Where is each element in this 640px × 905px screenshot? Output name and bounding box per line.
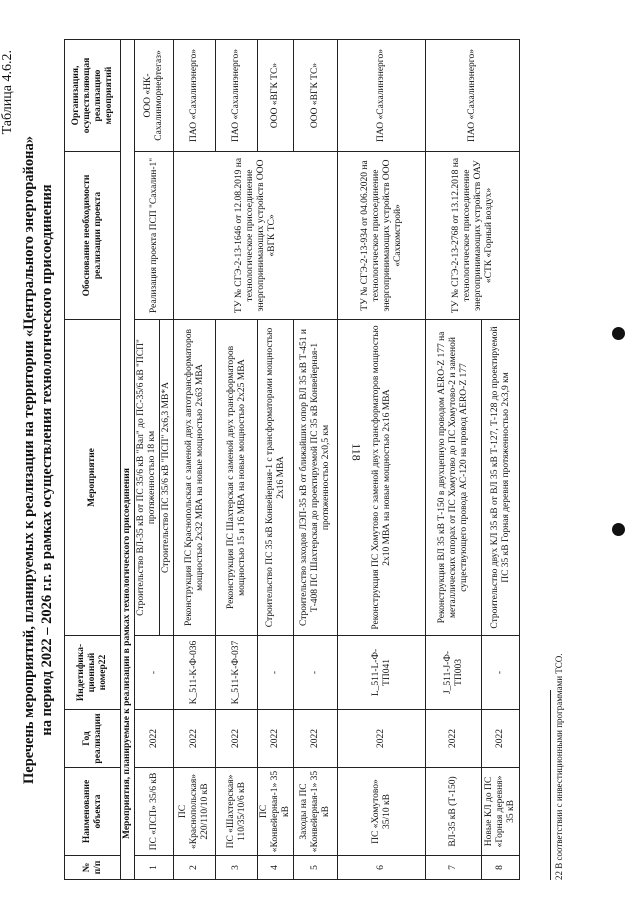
year: 2022 bbox=[338, 710, 426, 768]
measure-text: Строительство двух КЛ 35 кВ от ВЛ 35 кВ Т-127, Т-128 до проектируемой ПС 35 кВ Горная деревня протяженностью 2х3,9 км bbox=[482, 320, 520, 636]
year: 2022 bbox=[216, 710, 258, 768]
measure-text: Реконструкция ПС Краснопольская с заменой двух автотрансформаторов мощностью 2х32 МВА на новые мощностью 2х63 МВА bbox=[174, 320, 216, 636]
organization: ПАО «Сахалинэнерго» bbox=[338, 40, 426, 152]
object-name: ПС «Хомутово» 35/10 кВ bbox=[338, 768, 426, 856]
footnote bbox=[550, 40, 564, 880]
row-number: 5 bbox=[294, 856, 338, 880]
table-row bbox=[426, 40, 482, 880]
column-header-id: Индетифика-ционный номер22 bbox=[65, 636, 121, 710]
organization: ООО «ВГК ТС» bbox=[294, 40, 338, 152]
page-number: 118 bbox=[349, 443, 364, 461]
measure-text: Строительство ВЛ-35 кВ от ПС 35/6 кВ "Вал" до ПС-35/6 кВ "ПСП" протяженностью 18 км bbox=[135, 320, 160, 636]
row-number: 3 bbox=[216, 856, 258, 880]
basis-text: ТУ № СГЭ-2-13-1646 от 12.08.2019 на технологическое присоединение энергопринимающих устройств ООО «ВГК ТС» bbox=[174, 152, 338, 320]
measure-text: Строительство ПС 35/6 кВ "ПСП" 2х6,3 МВ*А bbox=[160, 320, 174, 636]
organization: ООО «ВГК ТС» bbox=[258, 40, 294, 152]
year: 2022 bbox=[174, 710, 216, 768]
table-header-row bbox=[65, 40, 121, 880]
identification-number: K_511-K-Ф-037 bbox=[216, 636, 258, 710]
row-number: 4 bbox=[258, 856, 294, 880]
object-name: Новые КЛ до ПС «Горная деревня» 35 кВ bbox=[482, 768, 520, 856]
row-number: 7 bbox=[426, 856, 482, 880]
section-title: Мероприятия, планируемые к реализации в рамках технологического присоединения bbox=[121, 40, 135, 880]
row-number: 8 bbox=[482, 856, 520, 880]
document-heading bbox=[20, 40, 56, 880]
object-name: ПС «Шахтерская» 110/35/10/6 кВ bbox=[216, 768, 258, 856]
table-row bbox=[174, 40, 216, 880]
footnote-text: 22 В соответствии с инвестиционными программами ТСО. bbox=[554, 653, 564, 880]
identification-number: - bbox=[294, 636, 338, 710]
organization: ООО «НК-Сахалинморнефтегаз» bbox=[135, 40, 174, 152]
basis-text: ТУ № СГЭ-2-13-934 от 04.06.2020 на технологическое присоединение энергопринимающих устройств ООО «Сахкомстрой» bbox=[338, 152, 426, 320]
object-name: ПС «ПСП» 35/6 кВ bbox=[135, 768, 174, 856]
year: 2022 bbox=[482, 710, 520, 768]
measure-text: Строительство ПС 35 кВ Конвейерная-1 с трансформаторами мощностью 2х16 МВА bbox=[258, 320, 294, 636]
heading-line-2: на период 2022 – 2026 г.г. в рамках осуществления технологического присоединения bbox=[39, 184, 55, 736]
identification-number: L_511-L-Ф-ТП041 bbox=[338, 636, 426, 710]
year: 2022 bbox=[258, 710, 294, 768]
year: 2022 bbox=[426, 710, 482, 768]
column-header-basis: Обоснование необходимости реализации проекта bbox=[65, 152, 121, 320]
organization: ПАО «Сахалинэнерго» bbox=[216, 40, 258, 152]
column-header-year: Год реализации bbox=[65, 710, 121, 768]
column-header-object: Наименование объекта bbox=[65, 768, 121, 856]
basis-text: ТУ № СГЭ-2-13-2768 от 13.12.2018 на технологическое присоединение энергопринимающих устройств ОАУ «СТК «Горный воздух» bbox=[426, 152, 520, 320]
measures-table bbox=[64, 39, 520, 880]
identification-number: - bbox=[482, 636, 520, 710]
basis-text: Реализация проекта ПСП "Сахалин-1" bbox=[135, 152, 174, 320]
row-number: 2 bbox=[174, 856, 216, 880]
organization: ПАО «Сахалинэнерго» bbox=[174, 40, 216, 152]
column-header-number: № п/п bbox=[65, 856, 121, 880]
identification-number: - bbox=[135, 636, 174, 710]
rotated-page-content bbox=[0, 40, 620, 880]
measure-text: Реконструкция ПС Шахтерская с заменой двух трансформаторов мощностью 15 и 16 МВА на новые мощностью 2х25 МВА bbox=[216, 320, 258, 636]
measure-text: Строительство заходов ЛЭП-35 кВ от ближайших опор ВЛ 35 кВ Т-451 и Т-408 ПС Шахтерская до проектируемой ПС 35 кВ Конвейерная-1 протяженностью 2х0,5 км bbox=[294, 320, 338, 636]
identification-number: K_511-K-Ф-036 bbox=[174, 636, 216, 710]
object-name: ПС «Краснопольская» 220/110/10 кВ bbox=[174, 768, 216, 856]
identification-number: - bbox=[258, 636, 294, 710]
organization: ПАО «Сахалинэнерго» bbox=[426, 40, 520, 152]
table-row bbox=[338, 40, 426, 880]
measure-text: Реконструкция ПС Хомутово с заменой двух трансформаторов мощностью 2х10 МВА на новые мощностью 2х16 МВА bbox=[338, 320, 426, 636]
row-number: 6 bbox=[338, 856, 426, 880]
identification-number: J_511-J-Ф-ТП003 bbox=[426, 636, 482, 710]
object-name: Заходы на ПС «Конвейерная-1» 35 кВ bbox=[294, 768, 338, 856]
column-header-organization: Организация, осуществляющая реализацию мероприятий bbox=[65, 40, 121, 152]
footnote-rule bbox=[550, 690, 551, 880]
section-row bbox=[121, 40, 135, 880]
year: 2022 bbox=[294, 710, 338, 768]
object-name: ПС «Конвейерная-1» 35 кВ bbox=[258, 768, 294, 856]
table-row bbox=[135, 40, 160, 880]
heading-line-1: Перечень мероприятий, планируемых к реализации на территории «Центрального энергорайона» bbox=[21, 136, 37, 784]
object-name: ВЛ-35 кВ (Т-150) bbox=[426, 768, 482, 856]
year: 2022 bbox=[135, 710, 174, 768]
table-caption: Таблица 4.6.2. bbox=[0, 50, 15, 135]
column-header-measure: Мероприятие bbox=[65, 320, 121, 636]
row-number: 1 bbox=[135, 856, 174, 880]
measure-text: Реконструкция ВЛ 35 кВ Т-150 в двухцепную проводом AERO-Z 177 на металлических опорах от ПС Хомутово до ПС Хомутово-2 и заменой существующего провода АС-120 на провод AERO-Z 177 bbox=[426, 320, 482, 636]
